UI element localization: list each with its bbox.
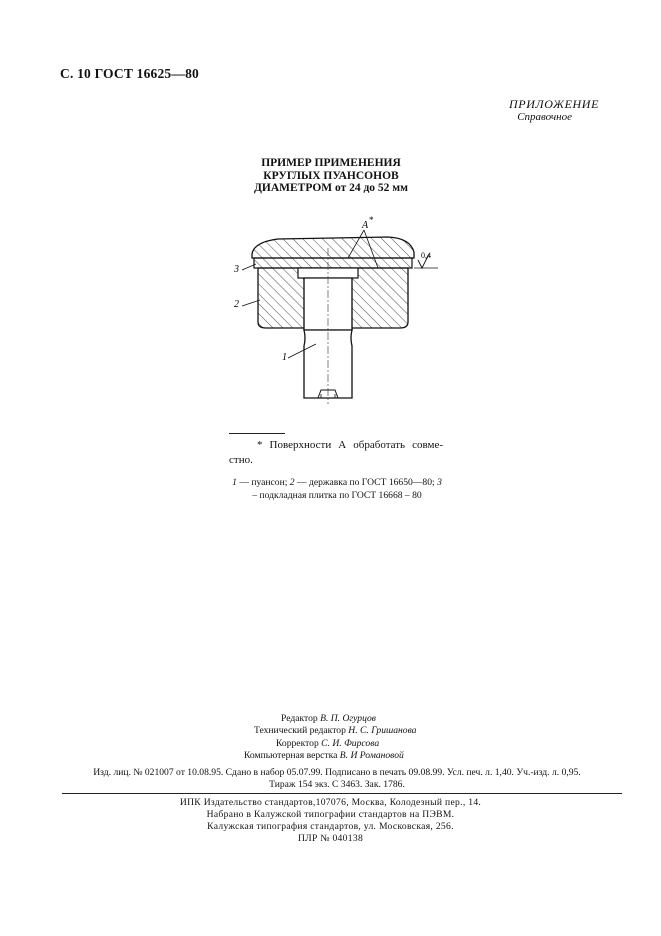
callout-2: 2 bbox=[234, 299, 239, 310]
separator-rule bbox=[62, 793, 622, 794]
printer-line-3: Калужская типография стандартов, ул. Московская, 256. bbox=[207, 821, 454, 832]
publication-line-2: Тираж 154 экз. С 3463. Зак. 1786. bbox=[269, 779, 405, 790]
appendix-label: ПРИЛОЖЕНИЕ bbox=[509, 97, 599, 111]
title-line-2: КРУГЛЫХ ПУАНСОНОВ bbox=[263, 169, 399, 182]
credit-proofreader: Корректор С. И. Фирсова bbox=[276, 738, 380, 749]
figure-legend bbox=[232, 477, 442, 502]
surface-a-star: * bbox=[369, 215, 374, 225]
footnote-rule bbox=[229, 433, 285, 434]
printer-line-1: ИПК Издательство стандартов,107076, Москва, Колодезный пер., 14. bbox=[179, 797, 482, 808]
credit-editor: Редактор В. П. Огурцов bbox=[281, 713, 376, 724]
callout-1: 1 bbox=[282, 352, 287, 363]
legend-item-2: — державка по ГОСТ 16650—80; bbox=[294, 477, 438, 488]
legend-item-1: — пуансон; bbox=[236, 477, 290, 488]
backing-plate bbox=[254, 258, 412, 268]
credit-layout: Компьютерная верстка В. И Романовой bbox=[244, 750, 404, 761]
figure-title bbox=[200, 157, 462, 195]
publication-line-1: Изд. лиц. № 021007 от 10.08.95. Сдано в набор 05.07.99. Подписано в печать 09.08.99. Усл. печ. л. 1,40. Уч.-изд. л. 0,95. bbox=[93, 767, 581, 778]
surface-a-label: А bbox=[362, 220, 369, 231]
legend-number-1: 1 bbox=[232, 477, 237, 488]
callout-3: 3 bbox=[234, 264, 239, 275]
legend-item-3: – подкладная плитка по ГОСТ 16668 – 80 bbox=[252, 489, 422, 501]
page-header: С. 10 ГОСТ 16625—80 bbox=[60, 66, 199, 81]
punch-assembly-drawing bbox=[228, 214, 448, 408]
title-line-1: ПРИМЕР ПРИМЕНЕНИЯ bbox=[261, 157, 401, 169]
printer-info bbox=[0, 797, 661, 845]
printer-line-2: Набрано в Калужской типографии стандартов на ПЭВМ. bbox=[206, 809, 455, 820]
appendix-note: Справочное bbox=[517, 111, 572, 123]
footnote: * Поверхности А обработать совме-стно. bbox=[229, 439, 443, 466]
credit-tech-editor: Технический редактор Н. С. Гришанова bbox=[254, 725, 417, 736]
title-line-3: ДИАМЕТРОМ от 24 до 52 мм bbox=[254, 182, 408, 194]
clamp-body bbox=[252, 237, 414, 258]
printer-line-4: ПЛР № 040138 bbox=[297, 833, 364, 844]
legend-number-2: 2 bbox=[289, 477, 295, 488]
publication-info bbox=[42, 767, 632, 791]
legend-number-3: 3 bbox=[437, 477, 442, 488]
roughness-value: 0,4 bbox=[421, 251, 431, 260]
